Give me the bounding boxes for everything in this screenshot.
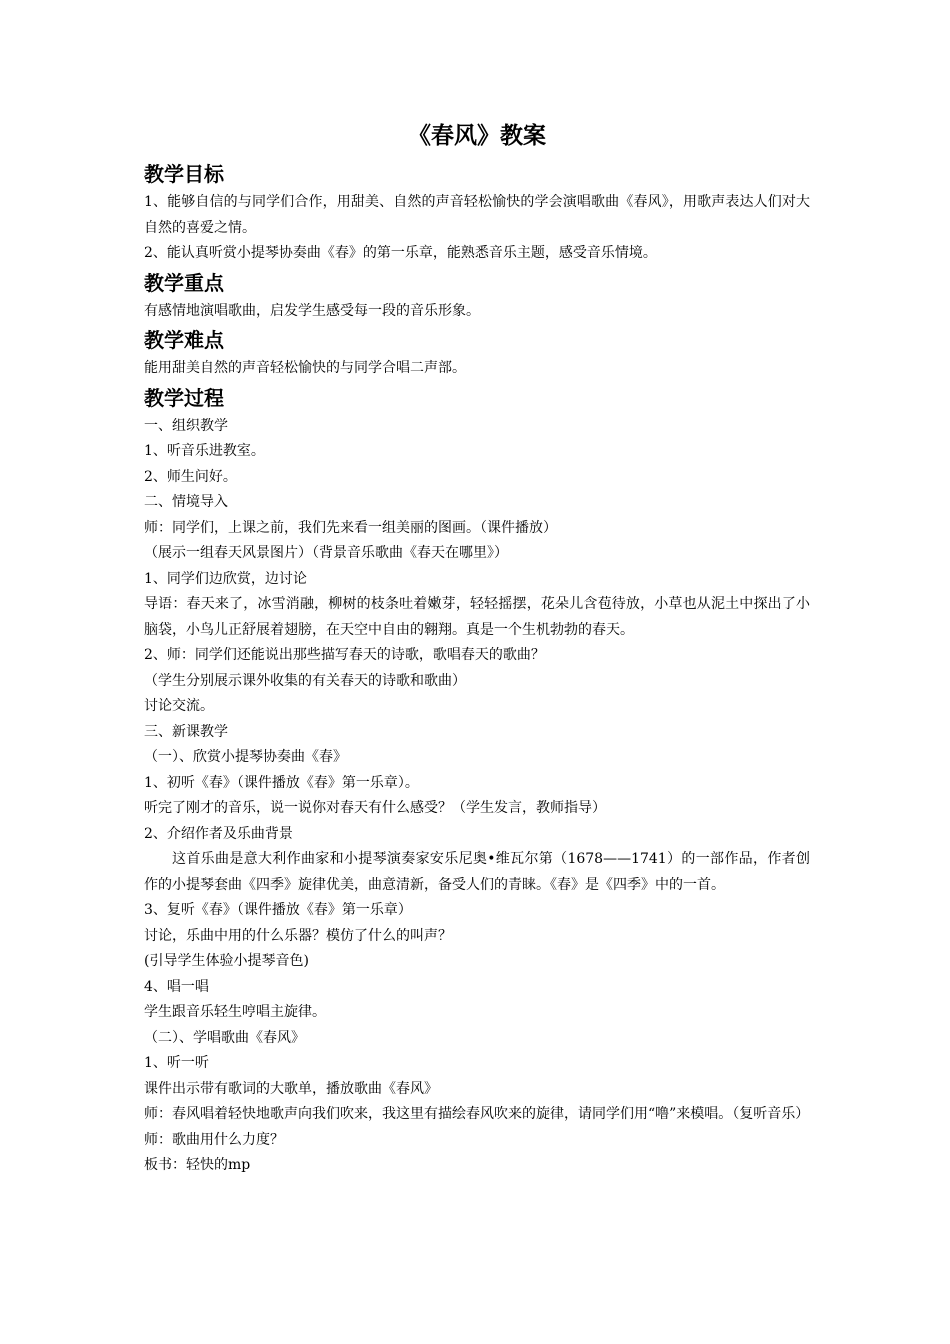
paragraph: 师：春风唱着轻快地歌声向我们吹来，我这里有描绘春风吹来的旋律，请同学们用“噜”来模唱。（复听音乐） (144, 1106, 810, 1122)
paragraph: 板书：轻快的mp (144, 1157, 251, 1173)
paragraph: （学生分别展示课外收集的有关春天的诗歌和歌曲） (144, 672, 466, 689)
paragraph: 师：歌曲用什么力度？ (144, 1131, 284, 1148)
paragraph: 三、新课教学 (144, 723, 228, 740)
section-heading-difficulties: 教学难点 (144, 328, 224, 352)
paragraph: 二、情境导入 (144, 494, 228, 510)
paragraph: 能用甜美自然的声音轻松愉快的与同学合唱二声部。 (144, 360, 466, 376)
paragraph: （二）、学唱歌曲《春风》 (144, 1029, 305, 1046)
paragraph: 1、能够自信的与同学们合作，用甜美、自然的声音轻松愉快的学会演唱歌曲《春风》，用歌声表达人们对大自然的喜爱之情。 (144, 194, 810, 236)
section-heading-key-points: 教学重点 (144, 270, 224, 295)
section-heading-process: 教学过程 (144, 385, 224, 410)
paragraph: 有感情地演唱歌曲，启发学生感受每一段的音乐形象。 (144, 302, 480, 319)
document-body (144, 118, 810, 1179)
paragraph: 3、复听《春》（课件播放《春》第一乐章） (144, 902, 412, 918)
paragraph: 2、介绍作者及乐曲背景 (144, 825, 293, 842)
paragraph: 2、能认真听赏小提琴协奏曲《春》的第一乐章，能熟悉音乐主题，感受音乐情境。 (144, 245, 657, 261)
paragraph: （一）、欣赏小提琴协奏曲《春》 (144, 749, 347, 765)
paragraph: 2、师生问好。 (144, 468, 237, 485)
paragraph: 1、听一听 (144, 1055, 209, 1071)
paragraph: 导语：春天来了，冰雪消融，柳树的枝条吐着嫩芽，轻轻摇摆，花朵儿含苞待放，小草也从泥土中探出了小脑袋，小鸟儿正舒展着翅膀，在天空中自由的翱翔。真是一个生机勃勃的春天。 (144, 596, 810, 638)
paragraph: （展示一组春天风景图片）（背景音乐歌曲《春天在哪里》） (144, 545, 508, 561)
paragraph: 1、同学们边欣赏，边讨论 (144, 570, 307, 587)
paragraph: 一、组织教学 (144, 417, 228, 434)
paragraph: 这首乐曲是意大利作曲家和小提琴演奏家安乐尼奥•维瓦尔第（1678——1741）的一部作品，作者创作的小提琴套曲《四季》旋律优美，曲意清新，备受人们的青睐。《春》是《四季》中的一首。 (144, 851, 810, 893)
paragraph: 学生跟音乐轻生哼唱主旋律。 (144, 1004, 326, 1020)
paragraph: 讨论，乐曲中用的什么乐器？模仿了什么的叫声？ (144, 927, 452, 944)
paragraph: 讨论交流。 (144, 698, 214, 714)
document-title: 《春风》教案 (408, 123, 546, 149)
paragraph: (引导学生体验小提琴音色) (144, 953, 309, 969)
paragraph: 1、听音乐进教室。 (144, 443, 265, 459)
section-heading-objectives: 教学目标 (144, 162, 224, 186)
paragraph: 听完了刚才的音乐，说一说你对春天有什么感受？（学生发言，教师指导） (144, 800, 606, 816)
paragraph: 4、唱一唱 (144, 978, 209, 995)
paragraph: 2、师：同学们还能说出那些描写春天的诗歌，歌唱春天的歌曲？ (144, 647, 545, 663)
paragraph: 师：同学们，上课之前，我们先来看一组美丽的图画。（课件播放） (144, 519, 557, 536)
paragraph: 1、初听《春》（课件播放《春》第一乐章）。 (144, 774, 419, 791)
paragraph: 课件出示带有歌词的大歌单，播放歌曲《春风》 (144, 1080, 438, 1097)
